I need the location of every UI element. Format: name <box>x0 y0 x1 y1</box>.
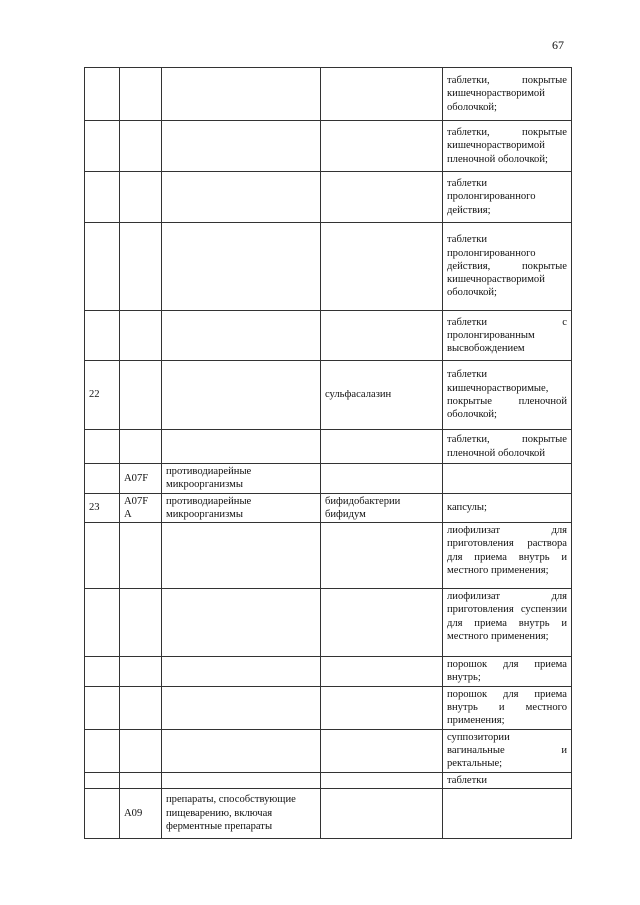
dosage-form-cell: таблетки кишечнорастворимые, покрытые пленочной оболочкой; <box>443 361 572 430</box>
atc-code-cell: A07F <box>120 464 162 494</box>
drug-name-cell <box>321 121 443 172</box>
group-name-cell <box>162 223 321 311</box>
table-row <box>85 464 572 494</box>
group-name-cell: противодиарейные микроорганизмы <box>162 464 321 494</box>
row-number-cell <box>85 121 120 172</box>
drug-table <box>84 67 572 839</box>
row-number-cell <box>85 657 120 687</box>
drug-name-cell <box>321 311 443 361</box>
dosage-form-cell: таблетки с пролонгированным высвобождением <box>443 311 572 361</box>
atc-code-cell: A09 <box>120 788 162 838</box>
dosage-form-cell: таблетки пролонгированного действия, покрытые кишечнорастворимой оболочкой; <box>443 223 572 311</box>
dosage-form-cell: таблетки <box>443 772 572 788</box>
drug-name-cell <box>321 729 443 772</box>
row-number-cell: 22 <box>85 361 120 430</box>
drug-name-cell <box>321 223 443 311</box>
atc-code-cell <box>120 589 162 657</box>
dosage-form-cell: суппозитории вагинальные и ректальные; <box>443 729 572 772</box>
table-row <box>85 493 572 523</box>
page-number: 67 <box>552 38 564 52</box>
group-name-cell <box>162 311 321 361</box>
atc-code-cell <box>120 68 162 121</box>
drug-name-cell <box>321 686 443 729</box>
table-row <box>85 657 572 687</box>
dosage-form-cell <box>443 788 572 838</box>
table-row <box>85 68 572 121</box>
row-number-cell <box>85 589 120 657</box>
drug-name-cell: бифидобактерии бифидум <box>321 493 443 523</box>
atc-code-cell <box>120 729 162 772</box>
drug-name-cell <box>321 772 443 788</box>
group-name-cell <box>162 121 321 172</box>
dosage-form-cell <box>443 464 572 494</box>
dosage-form-cell: таблетки, покрытые кишечнорастворимой оболочкой; <box>443 68 572 121</box>
table-row <box>85 311 572 361</box>
dosage-form-cell: лиофилизат для приготовления раствора для приема внутрь и местного применения; <box>443 523 572 589</box>
group-name-cell: противодиарейные микроорганизмы <box>162 493 321 523</box>
row-number-cell: 23 <box>85 493 120 523</box>
group-name-cell <box>162 68 321 121</box>
table-row <box>85 788 572 838</box>
atc-code-cell <box>120 223 162 311</box>
drug-name-cell <box>321 589 443 657</box>
row-number-cell <box>85 223 120 311</box>
group-name-cell <box>162 361 321 430</box>
atc-code-cell <box>120 772 162 788</box>
group-name-cell <box>162 172 321 223</box>
row-number-cell <box>85 172 120 223</box>
dosage-form-cell: порошок для приема внутрь и местного применения; <box>443 686 572 729</box>
table-row <box>85 523 572 589</box>
atc-code-cell <box>120 657 162 687</box>
dosage-form-cell: порошок для приема внутрь; <box>443 657 572 687</box>
drug-name-cell <box>321 172 443 223</box>
group-name-cell <box>162 686 321 729</box>
table-row <box>85 729 572 772</box>
row-number-cell <box>85 68 120 121</box>
group-name-cell: препараты, способствующие пищеварению, включая ферментные препараты <box>162 788 321 838</box>
dosage-form-cell: таблетки, покрытые пленочной оболочкой <box>443 430 572 464</box>
row-number-cell <box>85 464 120 494</box>
group-name-cell <box>162 523 321 589</box>
group-name-cell <box>162 589 321 657</box>
row-number-cell <box>85 772 120 788</box>
row-number-cell <box>85 523 120 589</box>
group-name-cell <box>162 729 321 772</box>
table-row <box>85 589 572 657</box>
table-row <box>85 361 572 430</box>
drug-name-cell <box>321 788 443 838</box>
drug-name-cell <box>321 68 443 121</box>
dosage-form-cell: лиофилизат для приготовления суспензии для приема внутрь и местного применения; <box>443 589 572 657</box>
table-row <box>85 121 572 172</box>
row-number-cell <box>85 311 120 361</box>
atc-code-cell <box>120 121 162 172</box>
table-row <box>85 430 572 464</box>
table-row <box>85 686 572 729</box>
atc-code-cell <box>120 523 162 589</box>
drug-name-cell <box>321 657 443 687</box>
group-name-cell <box>162 657 321 687</box>
atc-code-cell <box>120 311 162 361</box>
atc-code-cell <box>120 361 162 430</box>
drug-name-cell: сульфасалазин <box>321 361 443 430</box>
atc-code-cell <box>120 686 162 729</box>
dosage-form-cell: таблетки пролонгированного действия; <box>443 172 572 223</box>
drug-name-cell <box>321 430 443 464</box>
group-name-cell <box>162 430 321 464</box>
atc-code-cell: A07F A <box>120 493 162 523</box>
table-row <box>85 172 572 223</box>
group-name-cell <box>162 772 321 788</box>
row-number-cell <box>85 686 120 729</box>
drug-name-cell <box>321 523 443 589</box>
drug-name-cell <box>321 464 443 494</box>
atc-code-cell <box>120 430 162 464</box>
table-row <box>85 223 572 311</box>
dosage-form-cell: капсулы; <box>443 493 572 523</box>
row-number-cell <box>85 788 120 838</box>
atc-code-cell <box>120 172 162 223</box>
row-number-cell <box>85 729 120 772</box>
dosage-form-cell: таблетки, покрытые кишечнорастворимой пленочной оболочкой; <box>443 121 572 172</box>
row-number-cell <box>85 430 120 464</box>
table-row <box>85 772 572 788</box>
